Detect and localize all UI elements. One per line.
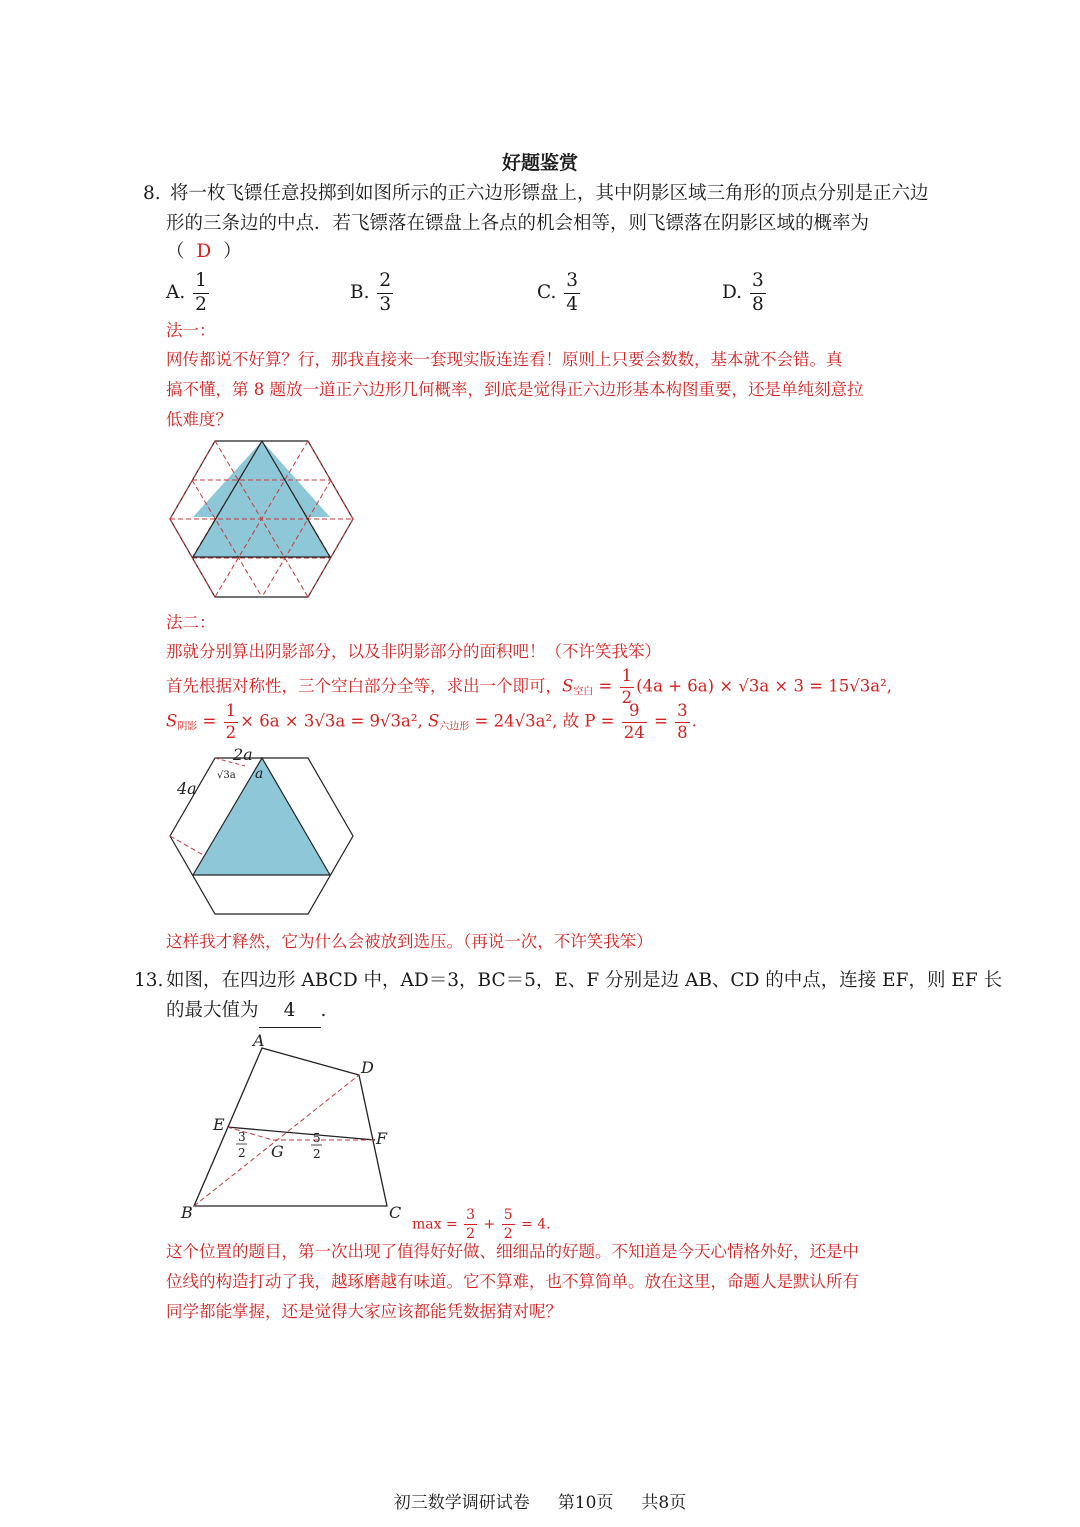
method1-heading: 法一： (166, 321, 216, 340)
method2-heading: 法二： (166, 613, 216, 632)
q13-answer-blank: 4 (259, 995, 321, 1028)
q8-text-line2: 形的三条边的中点．若飞镖落在镖盘上各点的机会相等，则飞镖落在阴影区域的概率为 (166, 213, 870, 234)
hexagon-figure-labeled (165, 742, 360, 917)
page-title: 好题鉴赏 (501, 152, 578, 174)
max-formula: max = $\frac{3}{2}$ + $\frac{5}{2}$ = 4. (412, 1207, 551, 1242)
label-F: F (376, 1129, 388, 1148)
q13-number: 13. (134, 970, 164, 991)
q8-answer: D (196, 241, 212, 262)
p-text: 故 P = (562, 711, 615, 731)
q13-comment-line1: 这个位置的题目，第一次出现了值得好好做、细细品的好题。不知道是今天心情格外好，还是中 (166, 1242, 859, 1261)
s-hex-subscript: 六边形 (439, 721, 470, 733)
label-D: D (361, 1058, 374, 1077)
segment-ef (227, 1127, 375, 1140)
frac2-num: 5 (313, 1131, 321, 1145)
expr-blank: (4a + 6a) × √3a × 3 = 15√3a² (636, 676, 887, 696)
label-4a: 4a (177, 779, 197, 798)
method2-line3: $S_{阴影}$ = $\frac{1}{2}$ × 6a × 3√3a = 9√3a², $S_{六边形} = 24√3a^2$, 故 P = $\frac{9}{24}$ = $\frac{3}{8}$ . (166, 701, 697, 742)
q8-number: 8. (143, 183, 161, 204)
label-B: B (181, 1203, 193, 1222)
q8-option-a: A. $\frac{1}{2}$ (166, 270, 207, 315)
label-A: A (253, 1031, 265, 1050)
label-a: a (255, 766, 264, 782)
q13-text-line2: 的最大值为 4 . (166, 995, 326, 1028)
label-C: C (389, 1203, 402, 1222)
q13-comment-line3: 同学都能掌握，还是觉得大家应该都能凭数据猜对呢？ (166, 1302, 562, 1321)
q8-option-d: D. $\frac{3}{8}$ (722, 270, 764, 315)
method1-line1: 网传都说不好算？行，那我直接来一套现实版连连看！原则上只要会数数，基本就不会错。真 (166, 350, 843, 369)
frac1-num: 3 (238, 1130, 246, 1144)
method2-line1: 那就分别算出阴影部分，以及非阴影部分的面积吧！（不许笑我笨） (166, 642, 661, 661)
label-sqrt3a: √3a (217, 770, 236, 781)
s-blank-subscript: 空白 (573, 686, 594, 698)
expr-hex: = 24√3a² (474, 711, 553, 731)
expr-shadow: × 6a × 3√3a = 9√3a² (240, 711, 418, 731)
label-E: E (213, 1115, 225, 1134)
q8-answer-paren (166, 236, 242, 268)
footer-total: 共8页 (641, 1493, 687, 1513)
q13-text-line1: 如图，在四边形 ABCD 中，AD＝3，BC＝5，E、F 分别是边 AB、CD 的中点，连接 EF，则 EF 长 (166, 970, 1003, 991)
q13-comment-line2: 位线的构造打动了我，越琢磨越有味道。它不算难，也不算简单。放在这里，命题人是默认所有 (166, 1272, 859, 1291)
q8-option-c: C. $\frac{3}{4}$ (537, 270, 579, 315)
quadrilateral-figure (175, 1030, 415, 1225)
s-shadow-subscript: 阴影 (177, 721, 198, 733)
label-2a: 2a (233, 745, 253, 764)
method1-line2: 搞不懂，第 8 题放一道正六边形几何概率，到底是觉得正六边形基本构图重要，还是单纯刻意拉 (166, 380, 864, 399)
page-footer (0, 1488, 1080, 1513)
hexagon-figure-grid (165, 435, 360, 605)
q8-text-line1: 将一枚飞镖任意投掷到如图所示的正六边形镖盘上，其中阴影区域三角形的顶点分别是正六边 (170, 183, 929, 204)
method1-line3: 低难度？ (166, 410, 232, 429)
frac2-den: 2 (313, 1147, 321, 1161)
method2-line2: 首先根据对称性，三个空白部分全等，求出一个即可，$S_{空白}$ = $\frac{1}{2}$ (4a + 6a) × √3a × 3 = 15√3a², (166, 666, 893, 707)
footer-page: 第10页 (557, 1493, 614, 1513)
paren-open: （ (166, 241, 185, 262)
paren-close: ） (223, 241, 242, 262)
footer-exam: 初三数学调研试卷 (393, 1493, 530, 1513)
q8-closing: 这样我才释然，它为什么会被放到选压。（再说一次，不许笑我笨） (166, 932, 653, 951)
label-G: G (271, 1142, 284, 1161)
frac1-den: 2 (238, 1146, 246, 1160)
q8-option-b: B. $\frac{2}{3}$ (350, 270, 392, 315)
